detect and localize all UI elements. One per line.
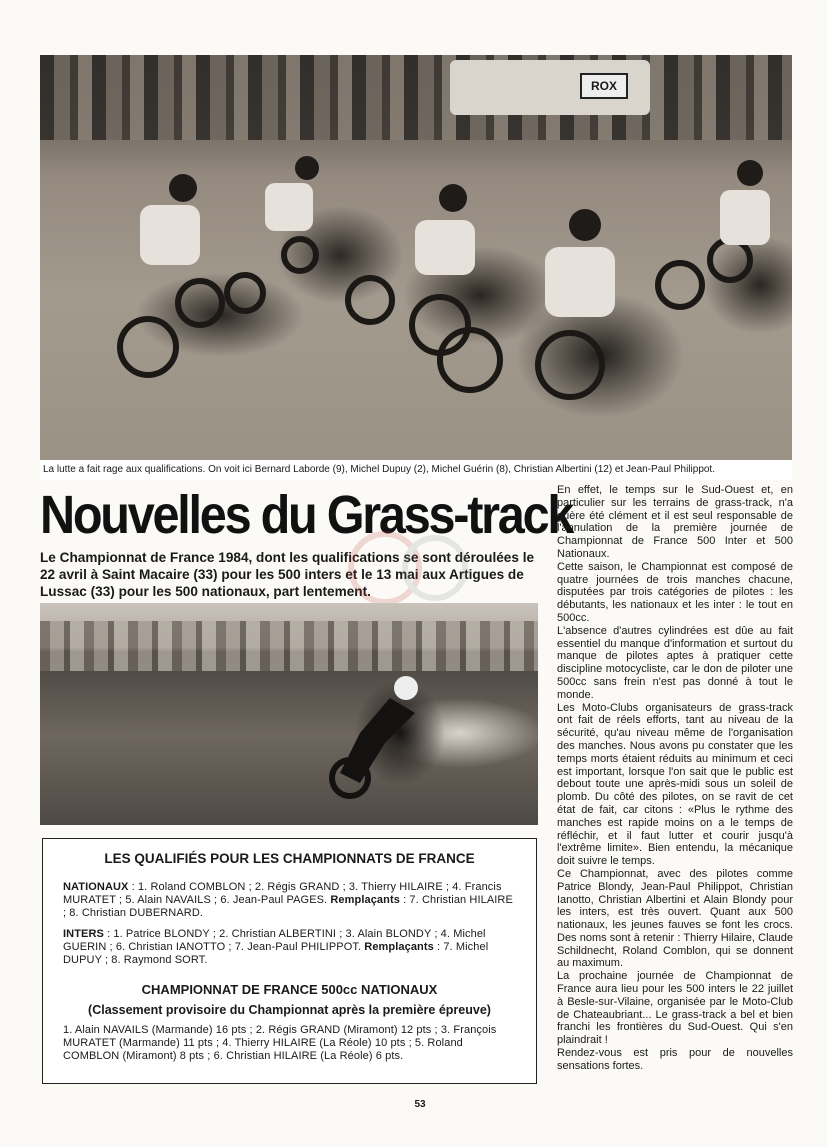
rox-sign: ROX [580,73,628,99]
championship-title: CHAMPIONNAT DE FRANCE 500cc NATIONAUX [141,982,438,997]
solo-rider-photo [40,603,538,825]
page-number: 53 [414,1099,426,1110]
body-paragraph: Ce Championnat, avec des pilotes comme Patrice Blondy, Jean-Paul Philippot, Christian Ianotto, Christian Albertini et Alain Blondy pour les inters, est très ouvert. Quant aux 500 nationaux, les jeunes fauves se font les crocs. Des noms sont à retenir : Thierry Hilaire, Claude Schildnecht, Roland Comblon, qui se donnent au maximum. [557,867,793,970]
body-paragraph: En effet, le temps sur le Sud-Ouest et, en particulier sur les terrains de grass-track, n'a guère été clément et il est seul responsable de l'annulation de la première journée de Championnat de France 500 Inter et 500 Nationaux. [557,484,793,560]
grass-track-race-photo [40,55,792,460]
body-paragraph: Rendez-vous est pris pour de nouvelles sensations fortes. [557,1047,793,1072]
article-headline: Nouvelles du Grass-track [40,485,573,545]
inters-list: : 1. Patrice BLONDY ; 2. Christian ALBERTINI ; 3. Alain BLONDY ; 4. Michel GUERIN ; 6. Christian IANOTTO ; 7. Jean-Paul PHILIPPOT. [63,928,486,953]
inters-paragraph [63,928,518,967]
championship-standings: 1. Alain NAVAILS (Marmande) 16 pts ; 2. Régis GRAND (Miramont) 12 pts ; 3. François MURATET (Marmande) 11 pts ; 4. Thierry HILAIRE (La Réole) 10 pts ; 5. Roland COMBLON (Miramont) 8 pts ; 6. Christian HILAIRE (La Réole) 6 pts. [63,1024,497,1062]
nationaux-replacements: : 7. Christian HILAIRE ; 8. Christian DUBERNARD. [63,894,513,919]
body-paragraph: L'absence d'autres cylindrées est dûe au fait essentiel du manque d'information et surtout du manque de pilotes aptes à pratiquer cette discipline motocycliste, car le don de piloter une 500cc sans frein n'est pas donné à tout le monde. [557,624,793,701]
nationaux-list: : 1. Roland COMBLON ; 2. Régis GRAND ; 3. Thierry HILAIRE ; 4. Francis MURATET ; 5. Alain NAVAILS ; 6. Jean-Paul PAGES. [63,881,502,906]
article-intro: Le Championnat de France 1984, dont les qualifications se sont déroulées le 22 avril à Saint Macaire (33) pour les 500 inters et le 13 mai aux Artigues de Lussac (33) pour les 500 nationaux, part lentement. [40,550,535,599]
riders-illustration [40,55,792,460]
nationaux-replacements-label: Remplaçants [330,894,400,906]
inters-label: INTERS [63,928,104,940]
qualified-riders-box [42,838,537,1084]
photo-caption: La lutte a fait rage aux qualifications. On voit ici Bernard Laborde (9), Michel Dupuy (2), Michel Guérin (8), Christian Albertini (12) et Jean-Paul Philippot. [40,460,792,480]
nationaux-label: NATIONAUX [63,881,129,893]
rider-illustration [40,603,538,825]
inters-replacements: : 7. Michel DUPUY ; 8. Raymond SORT. [63,941,489,966]
inters-replacements-label: Remplaçants [364,941,434,953]
article-body-column [557,484,793,1073]
body-paragraph: Les Moto-Clubs organisateurs de grass-track ont fait de réels efforts, tant au niveau de la sécurité, qu'au niveau même de l'organisation des manches. Nous avons pu constater que les temps morts étaient réduits au minimum et ceci est important, lorsque l'on sait que le public est debout toute une après-midi sous un soleil de plomb. Du côté des pilotes, on se ravit de cet état de fait, car citons : «Plus le rythme des manches est rapide moins on a le temps de réfléchir, et il faut lutter et courir jusqu'à l'extrême limite». Bien entendu, la mécanique doit suivre le temps. [557,701,793,868]
body-paragraph: La prochaine journée de Championnat de France aura lieu pour les 500 inters le 22 juillet à Besle-sur-Vilaine, organisée par le Moto-Club de Chateaubriant... Le grass-track a bel et bien franchi les frontières du Sud-Ouest. Qui s'en plaindrait ! [557,970,793,1047]
championship-subtitle: (Classement provisoire du Championnat après la première épreuve) [88,1003,491,1017]
body-paragraph: Cette saison, le Championnat est composé de quatre journées de trois manches chacune, disputées par trois catégories de pilotes : les débutants, les nationaux et les inter : le tout en 500cc. [557,560,793,624]
box-title: LES QUALIFIÉS POUR LES CHAMPIONNATS DE FRANCE [104,851,475,866]
nationaux-paragraph [63,881,518,920]
watermark-logo [345,528,475,608]
